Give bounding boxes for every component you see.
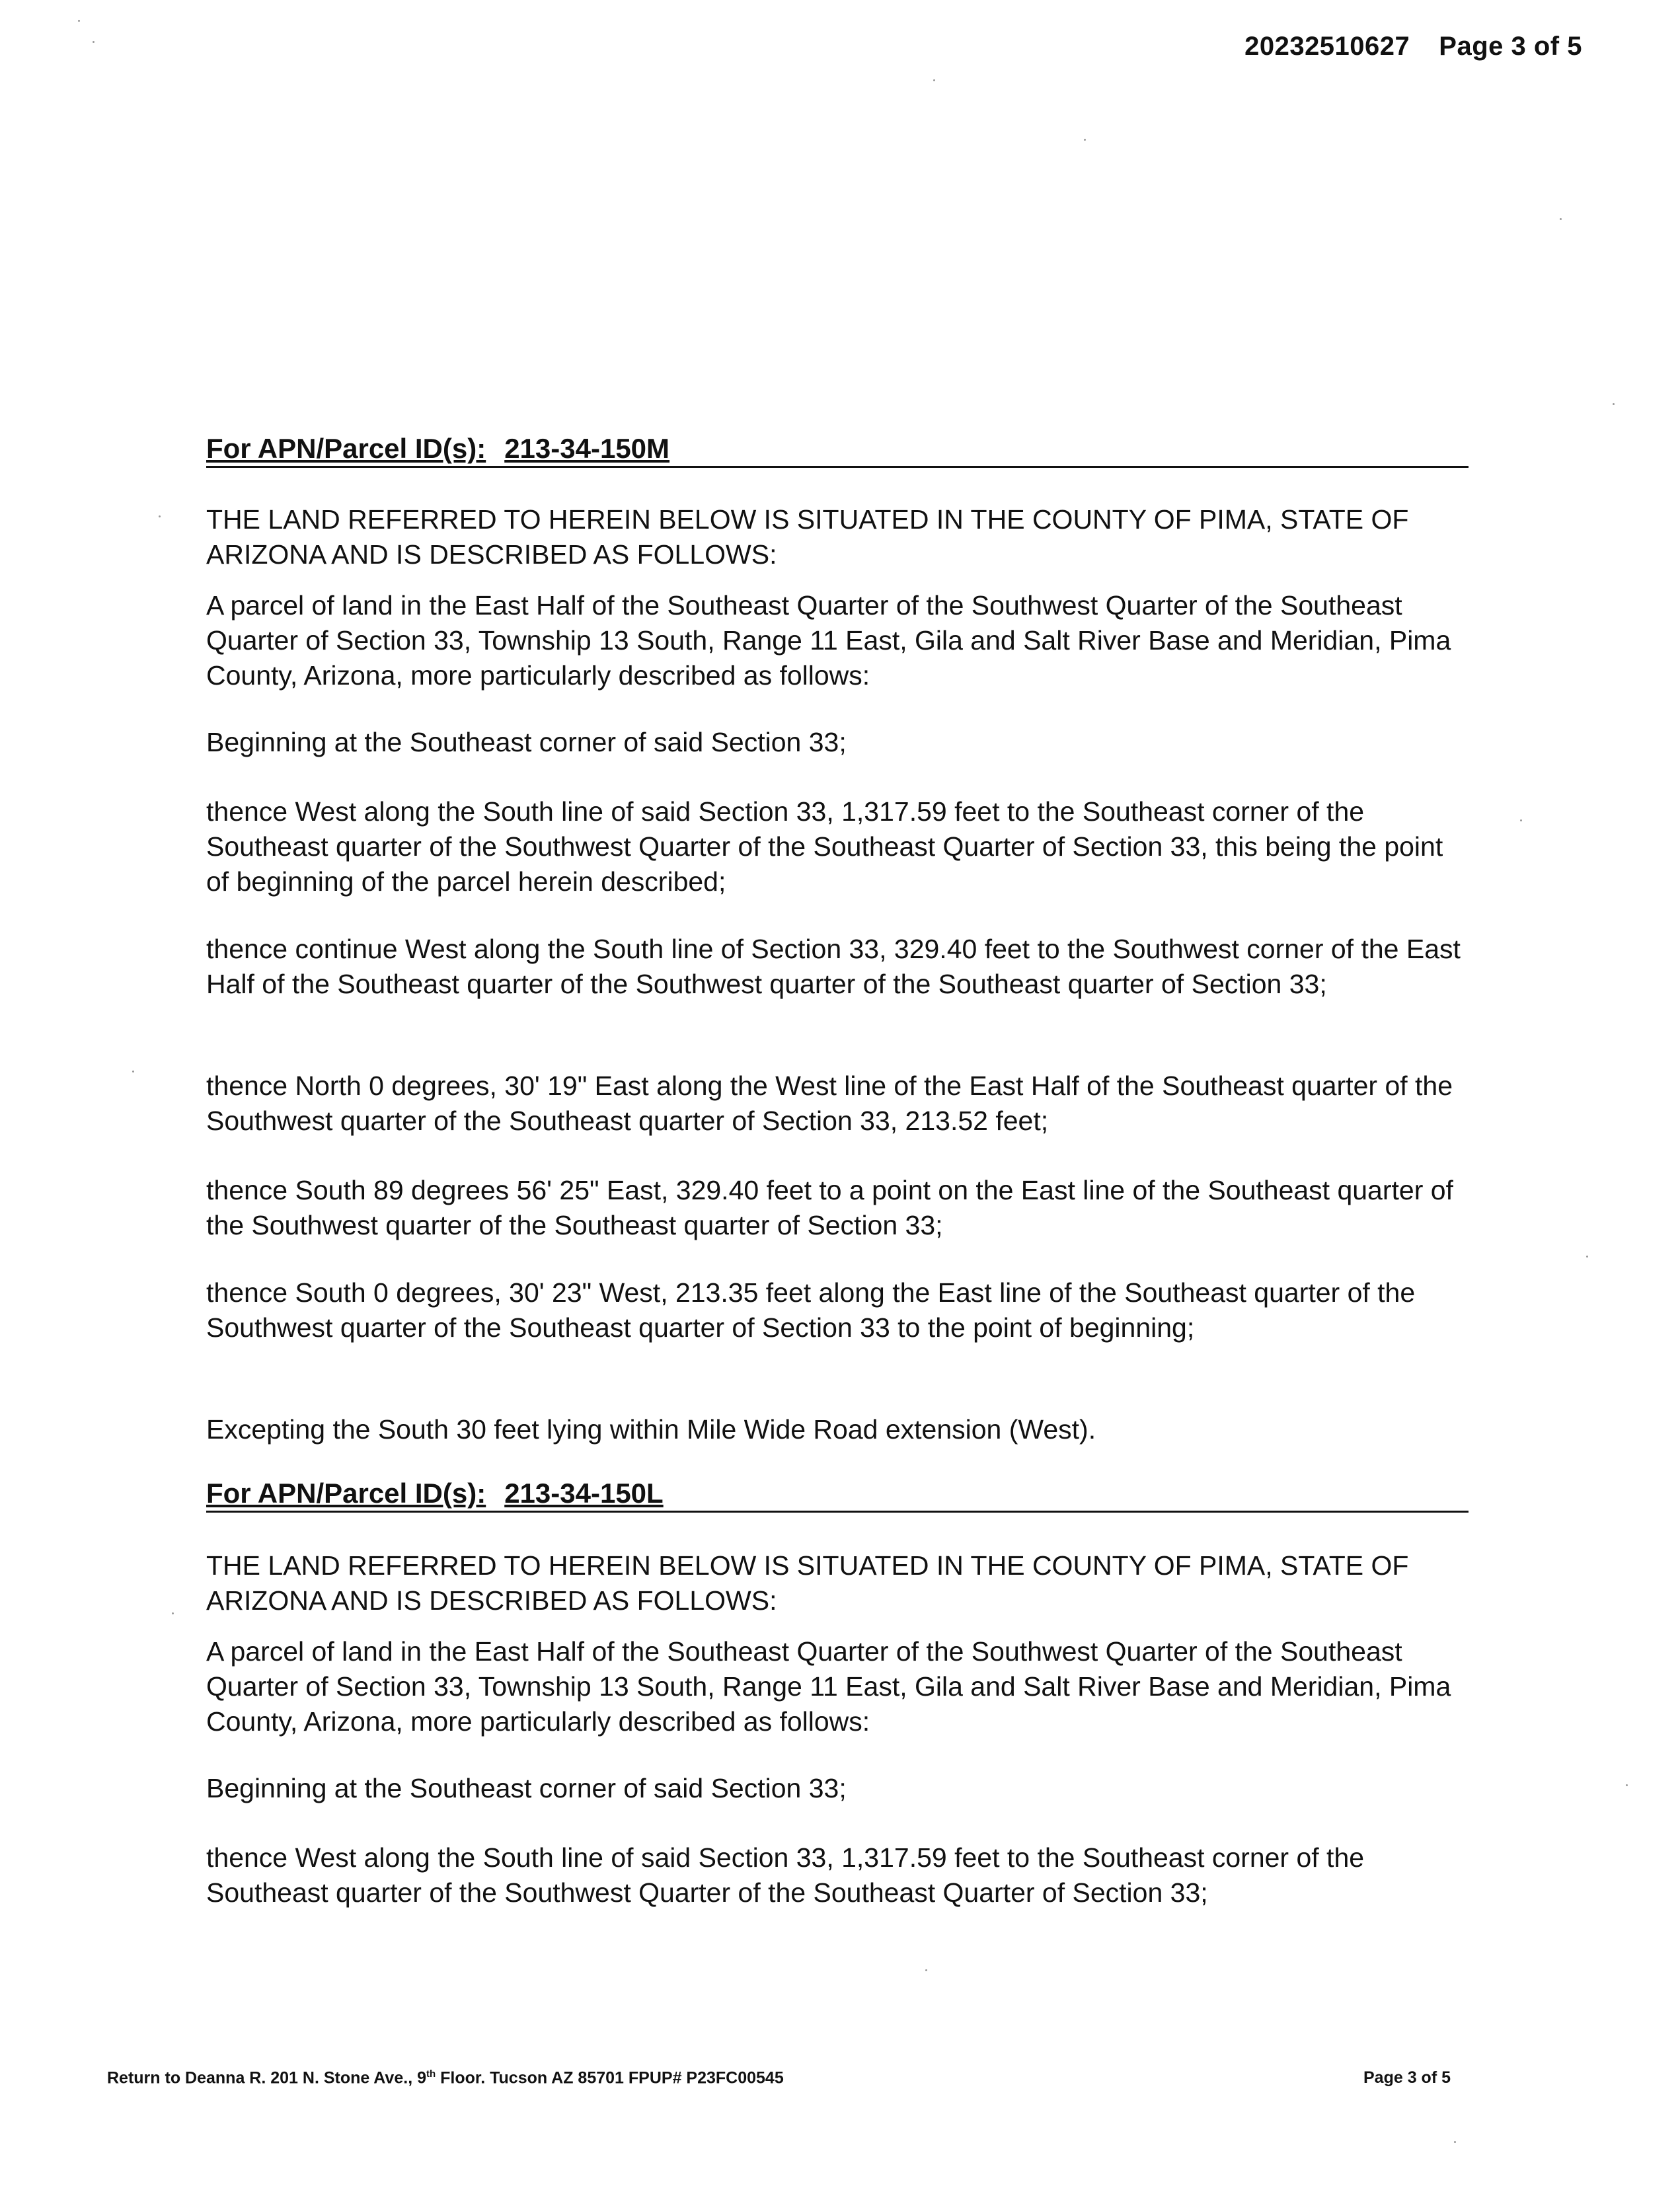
parcel-id: 213-34-150M	[504, 433, 670, 464]
scan-speck	[1084, 139, 1086, 141]
course-paragraph: thence West along the South line of said Section 33, 1,317.59 feet to the Southeast corner of the Southeast quarter of the Southwest Quarter of the Southeast Quarter of Section 33, this being the point of beginning of the parcel herein described;	[206, 796, 1443, 897]
parcel-heading-2	[206, 1478, 1469, 1513]
course-paragraph: thence South 0 degrees, 30' 23" West, 213.35 feet along the East line of the Southeast quarter of the Southwest quarter of the Southeast quarter of Section 33 to the point of beginning;	[206, 1277, 1416, 1343]
scan-speck	[159, 515, 161, 517]
scan-speck	[132, 1071, 134, 1073]
scan-speck	[172, 1612, 174, 1614]
scan-speck	[1520, 819, 1522, 821]
footer-page-number: Page 3 of 5	[1363, 2068, 1451, 2087]
situs-paragraph: THE LAND REFERRED TO HEREIN BELOW IS SITUATED IN THE COUNTY OF PIMA, STATE OF ARIZONA AND IS DESCRIBED AS FOLLOWS:	[206, 1550, 1409, 1616]
parcel-heading-1	[206, 433, 1469, 468]
scan-speck	[1560, 218, 1562, 220]
course-paragraph: thence continue West along the South line of Section 33, 329.40 feet to the Southwest corner of the East Half of the Southeast quarter of the Southwest quarter of the Southeast quarter of Section 33;	[206, 934, 1461, 999]
scan-speck	[1613, 403, 1615, 405]
scan-speck	[933, 79, 935, 81]
page-header	[1244, 32, 1582, 61]
situs-paragraph: THE LAND REFERRED TO HEREIN BELOW IS SITUATED IN THE COUNTY OF PIMA, STATE OF ARIZONA AND IS DESCRIBED AS FOLLOWS:	[206, 504, 1409, 570]
scan-speck	[1586, 1256, 1588, 1258]
scan-speck	[1454, 2141, 1456, 2143]
parcel-description-paragraph: A parcel of land in the East Half of the Southeast Quarter of the Southwest Quarter of the Southeast Quarter of Section 33, Township 13 South, Range 11 East, Gila and Salt River Base and Meridian, Pima County, Arizona, more particularly described as follows:	[206, 590, 1451, 691]
floor-ordinal-suffix: th	[426, 2068, 436, 2080]
return-address-suffix: Floor. Tucson AZ 85701 FPUP# P23FC00545	[436, 2068, 784, 2088]
document-number: 20232510627	[1244, 32, 1410, 61]
beginning-paragraph: Beginning at the Southeast corner of said Section 33;	[206, 727, 847, 757]
parcel-heading-label: For APN/Parcel ID(s):	[206, 1478, 486, 1509]
course-paragraph: thence West along the South line of said Section 33, 1,317.59 feet to the Southeast corner of the Southeast quarter of the Southwest Quarter of the Southeast Quarter of Section 33;	[206, 1842, 1365, 1908]
course-paragraph: thence South 89 degrees 56' 25" East, 329.40 feet to a point on the East line of the Southeast quarter of the Southwest quarter of the Southeast quarter of Section 33;	[206, 1175, 1453, 1240]
return-address-footer	[107, 2068, 784, 2088]
header-page-number: Page 3 of 5	[1439, 32, 1582, 61]
course-paragraph: thence North 0 degrees, 30' 19" East along the West line of the East Half of the Southeast quarter of the Southwest quarter of the Southeast quarter of Section 33, 213.52 feet;	[206, 1071, 1453, 1136]
scan-speck	[78, 20, 80, 22]
scan-speck	[1626, 1784, 1628, 1786]
parcel-heading-label: For APN/Parcel ID(s):	[206, 433, 486, 464]
exception-paragraph: Excepting the South 30 feet lying within Mile Wide Road extension (West).	[206, 1414, 1096, 1445]
beginning-paragraph: Beginning at the Southeast corner of said Section 33;	[206, 1773, 847, 1803]
parcel-description-paragraph: A parcel of land in the East Half of the Southeast Quarter of the Southwest Quarter of the Southeast Quarter of Section 33, Township 13 South, Range 11 East, Gila and Salt River Base and Meridian, Pima County, Arizona, more particularly described as follows:	[206, 1636, 1451, 1737]
scan-speck	[93, 41, 95, 43]
return-address-prefix: Return to Deanna R. 201 N. Stone Ave., 9	[107, 2068, 426, 2088]
parcel-id: 213-34-150L	[504, 1478, 664, 1509]
scan-speck	[925, 1969, 927, 1971]
